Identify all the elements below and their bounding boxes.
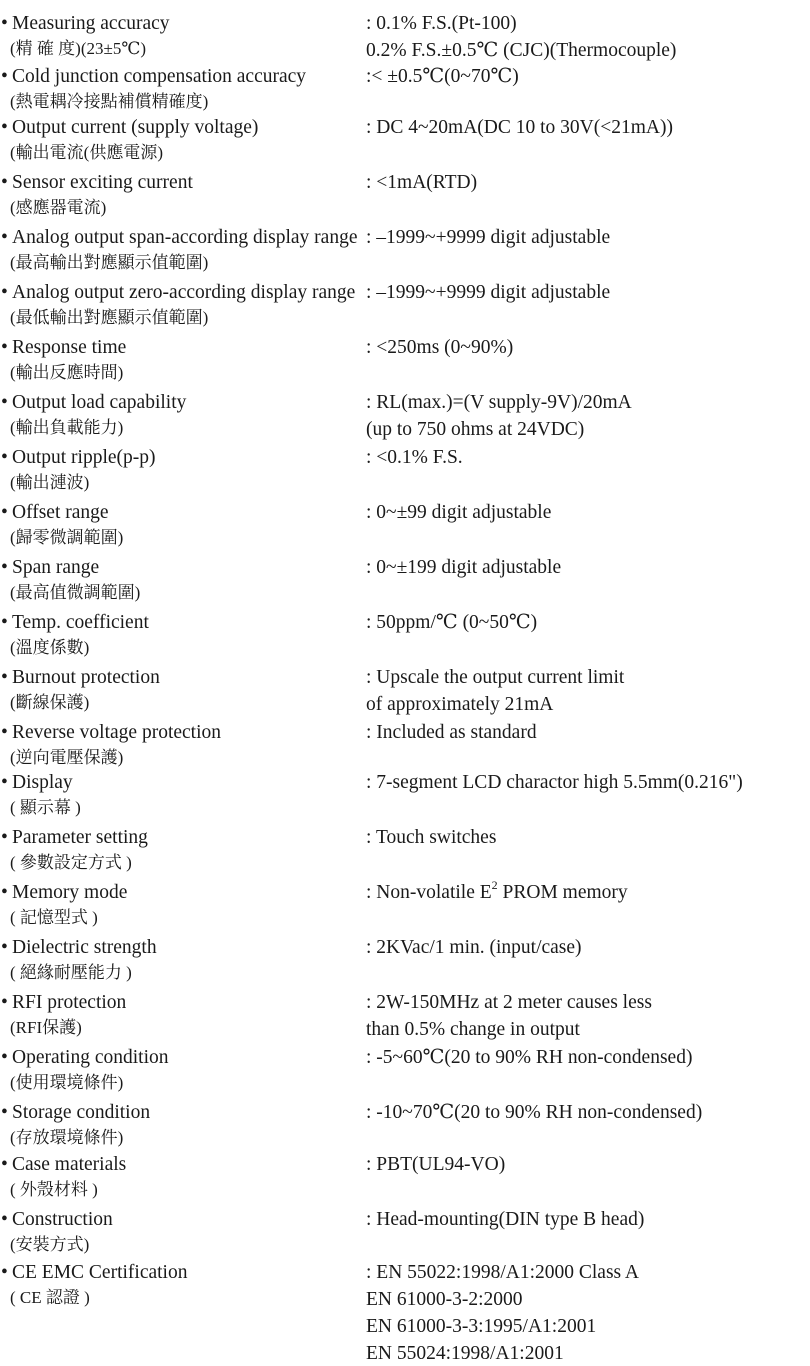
- spec-label: [1, 558, 99, 578]
- spec-value-line: :< ±0.5℃(0~70℃): [366, 66, 519, 87]
- spec-label-chinese: (最低輸出對應顯示值範圍): [10, 308, 209, 327]
- spec-label: [1, 67, 306, 87]
- spec-label-text: Operating condition: [12, 1047, 169, 1068]
- spec-label-text: Measuring accuracy: [12, 13, 170, 34]
- spec-value-line: EN 61000-3-2:2000: [366, 1289, 523, 1310]
- spec-label-text: Sensor exciting current: [12, 172, 193, 193]
- spec-value-line: : Included as standard: [366, 722, 537, 743]
- spec-label-chinese: ( 外殼材料 ): [10, 1180, 98, 1199]
- bullet-icon: •: [1, 282, 8, 303]
- spec-label-chinese: (斷線保護): [10, 693, 90, 712]
- spec-value-line: (up to 750 ohms at 24VDC): [366, 419, 585, 440]
- bullet-icon: •: [1, 1262, 8, 1283]
- bullet-icon: •: [1, 557, 8, 578]
- spec-label: [1, 613, 149, 633]
- spec-label: [1, 1048, 169, 1068]
- spec-label-chinese: (安裝方式): [10, 1235, 90, 1254]
- spec-value-line: : <250ms (0~90%): [366, 337, 514, 358]
- spec-value-line: : 7-segment LCD charactor high 5.5mm(0.216"): [366, 772, 743, 793]
- spec-value-line: : PBT(UL94-VO): [366, 1154, 506, 1175]
- spec-label-chinese: (歸零微調範圍): [10, 528, 124, 547]
- spec-label-text: Offset range: [12, 502, 109, 523]
- bullet-icon: •: [1, 1102, 8, 1123]
- spec-label-text: RFI protection: [12, 992, 127, 1013]
- bullet-icon: •: [1, 722, 8, 743]
- spec-label: [1, 1263, 187, 1283]
- bullet-icon: •: [1, 13, 8, 34]
- spec-label-text: Output ripple(p-p): [12, 447, 156, 468]
- bullet-icon: •: [1, 1209, 8, 1230]
- spec-value-line: : 0.1% F.S.(Pt-100): [366, 13, 517, 34]
- bullet-icon: •: [1, 117, 8, 138]
- bullet-icon: •: [1, 612, 8, 633]
- spec-label-text: Reverse voltage protection: [12, 722, 222, 743]
- spec-label-chinese: (精 確 度)(23±5℃): [10, 39, 146, 58]
- spec-label: [1, 1103, 150, 1123]
- spec-label-chinese: (溫度係數): [10, 638, 90, 657]
- spec-value-line: : 2W-150MHz at 2 meter causes less: [366, 992, 652, 1013]
- spec-label-chinese: (RFI保護): [10, 1018, 82, 1037]
- bullet-icon: •: [1, 227, 8, 248]
- spec-label-text: CE EMC Certification: [12, 1262, 188, 1283]
- spec-value-line: : –1999~+9999 digit adjustable: [366, 282, 611, 303]
- spec-label: [1, 883, 127, 903]
- spec-value-line: : <0.1% F.S.: [366, 447, 463, 468]
- bullet-icon: •: [1, 827, 8, 848]
- spec-label: [1, 668, 160, 688]
- spec-label-text: Dielectric strength: [12, 937, 157, 958]
- bullet-icon: •: [1, 1047, 8, 1068]
- spec-label-text: Construction: [12, 1209, 113, 1230]
- spec-value-line: : 50ppm/℃ (0~50℃): [366, 612, 538, 633]
- spec-label: [1, 828, 148, 848]
- spec-label-chinese: ( 參數設定方式 ): [10, 853, 132, 872]
- spec-label-chinese: ( 絕緣耐壓能力 ): [10, 963, 132, 982]
- bullet-icon: •: [1, 172, 8, 193]
- spec-value-line: of approximately 21mA: [366, 694, 554, 715]
- bullet-icon: •: [1, 772, 8, 793]
- spec-label-text: Analog output span-according display range: [12, 227, 358, 248]
- spec-value-line: : -5~60℃(20 to 90% RH non-condensed): [366, 1047, 693, 1068]
- spec-label: [1, 503, 109, 523]
- spec-label-text: Parameter setting: [12, 827, 148, 848]
- bullet-icon: •: [1, 937, 8, 958]
- spec-label: [1, 173, 193, 193]
- spec-label-chinese: ( 記憶型式 ): [10, 908, 98, 927]
- spec-value-line: : <1mA(RTD): [366, 172, 478, 193]
- spec-label: [1, 993, 126, 1013]
- bullet-icon: •: [1, 667, 8, 688]
- spec-label: [1, 283, 355, 303]
- spec-label-text: Temp. coefficient: [12, 612, 149, 633]
- spec-value-line: : Non-volatile $E^2$ PROM memory: [366, 878, 628, 903]
- spec-label-text: Span range: [12, 557, 100, 578]
- bullet-icon: •: [1, 1154, 8, 1175]
- spec-label-chinese: ( 顯示幕 ): [10, 798, 81, 817]
- spec-label: [1, 938, 157, 958]
- spec-label-text: Cold junction compensation accuracy: [12, 66, 307, 87]
- spec-label: [1, 228, 358, 248]
- spec-label-chinese: (逆向電壓保護): [10, 748, 124, 767]
- spec-label-chinese: (輸出漣波): [10, 473, 90, 492]
- spec-label: [1, 448, 156, 468]
- spec-label: [1, 14, 170, 34]
- spec-label-chinese: (使用環境條件): [10, 1073, 124, 1092]
- spec-label-chinese: (輸出負載能力): [10, 418, 124, 437]
- spec-label-text: Analog output zero-according display range: [12, 282, 356, 303]
- spec-label-chinese: ( CE 認證 ): [10, 1288, 90, 1307]
- spec-value-line: than 0.5% change in output: [366, 1019, 580, 1040]
- spec-value-line: EN 55024:1998/A1:2001: [366, 1343, 564, 1364]
- bullet-icon: •: [1, 502, 8, 523]
- bullet-icon: •: [1, 992, 8, 1013]
- spec-value-line: : Upscale the output current limit: [366, 667, 625, 688]
- spec-label-text: Memory mode: [12, 882, 128, 903]
- spec-value-line: : –1999~+9999 digit adjustable: [366, 227, 611, 248]
- spec-value-line: 0.2% F.S.±0.5℃ (CJC)(Thermocouple): [366, 40, 677, 61]
- bullet-icon: •: [1, 447, 8, 468]
- spec-label-chinese: (最高輸出對應顯示值範圍): [10, 253, 209, 272]
- bullet-icon: •: [1, 392, 8, 413]
- spec-label-text: Burnout protection: [12, 667, 160, 688]
- spec-label: [1, 118, 258, 138]
- spec-label-text: Response time: [12, 337, 127, 358]
- spec-label-chinese: (存放環境條件): [10, 1128, 124, 1147]
- spec-label: [1, 773, 73, 793]
- spec-value-line: : RL(max.)=(V supply-9V)/20mA: [366, 392, 632, 413]
- spec-value-line: : 0~±199 digit adjustable: [366, 557, 562, 578]
- spec-label-chinese: (熱電耦冷接點補償精確度): [10, 92, 209, 111]
- bullet-icon: •: [1, 337, 8, 358]
- bullet-icon: •: [1, 882, 8, 903]
- spec-label-text: Storage condition: [12, 1102, 151, 1123]
- spec-label-text: Output current (supply voltage): [12, 117, 259, 138]
- spec-value-line: : Touch switches: [366, 827, 497, 848]
- spec-label-chinese: (輸出電流(供應電源): [10, 143, 163, 162]
- spec-value-line: : EN 55022:1998/A1:2000 Class A: [366, 1262, 640, 1283]
- spec-label: [1, 1210, 113, 1230]
- spec-label-chinese: (最高值微調範圍): [10, 583, 141, 602]
- spec-label: [1, 1155, 126, 1175]
- bullet-icon: •: [1, 66, 8, 87]
- spec-label-text: Display: [12, 772, 73, 793]
- spec-label-chinese: (感應器電流): [10, 198, 107, 217]
- spec-label-text: Output load capability: [12, 392, 187, 413]
- spec-label: [1, 393, 186, 413]
- spec-label-text: Case materials: [12, 1154, 127, 1175]
- spec-value-line: : 2KVac/1 min. (input/case): [366, 937, 582, 958]
- spec-label-chinese: (輸出反應時間): [10, 363, 124, 382]
- spec-value-line: : DC 4~20mA(DC 10 to 30V(<21mA)): [366, 117, 673, 138]
- spec-value-line: EN 61000-3-3:1995/A1:2001: [366, 1316, 597, 1337]
- spec-value-line: : -10~70℃(20 to 90% RH non-condensed): [366, 1102, 703, 1123]
- spec-label: [1, 723, 221, 743]
- spec-value-line: : 0~±99 digit adjustable: [366, 502, 552, 523]
- spec-label: [1, 338, 126, 358]
- spec-value-line: : Head-mounting(DIN type B head): [366, 1209, 645, 1230]
